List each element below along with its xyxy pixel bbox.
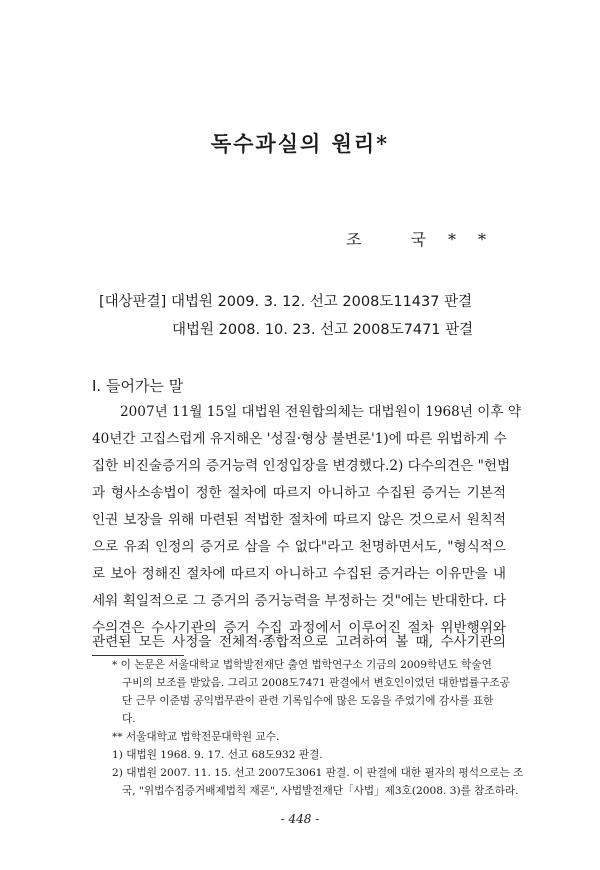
footnote-line: 1) 대법원 1968. 9. 17. 선고 68도932 판결. [112, 749, 323, 761]
body-text-line: 수의견은 수사기관의 증거 수집 과정에서 이루어진 절차 위반행위와 [92, 620, 506, 636]
target-judgment-line-1: [대상판결] 대법원 2009. 3. 12. 선고 2008도11437 판결 [99, 294, 473, 310]
footnote-line: 2) 대법원 2007. 11. 15. 선고 2007도3061 판결. 이 판결에 대한 필자의 평석으로는 조 [112, 767, 524, 779]
body-text-line: 인권 보장을 위해 마련된 적법한 절차에 따르지 않은 것으로서 원칙적 [92, 512, 506, 528]
target-judgment-line-2: 대법원 2008. 10. 23. 선고 2008도7471 판결 [172, 322, 474, 338]
body-text-line: 과 형사소송법이 정한 절차에 따르지 아니하고 수집된 증거는 기본적 [92, 485, 506, 501]
footnote-line: * 이 논문은 서울대학교 법학발전재단 출연 법학연구소 기금의 2009학년도 학술연 [112, 659, 492, 671]
body-text-line: 으로 유죄 인정의 증거로 삼을 수 없다"라고 천명하면서도, "형식적으 [92, 539, 506, 555]
body-text-line: 관련된 모든 사정을 전체적·종합적으로 고려하여 볼 때, 수사기관의 [92, 634, 506, 650]
section-heading: Ⅰ. 들어가는 말 [92, 377, 184, 395]
footnote-line: 구비의 보조를 받았음. 그리고 2008도7471 판결에서 변호인이었던 대한법률구조공 [122, 677, 510, 689]
footnote-line: 단 근무 이준범 공익법무관이 관련 기록입수에 많은 도움을 주었기에 감사를 표한 [122, 695, 494, 707]
footnote-line: 국, "위법수집증거배제법칙 재론", 사법발전재단「사법」제3호(2008. 3)를 참조하라. [122, 785, 519, 797]
page-number: - 448 - [280, 812, 320, 826]
body-text-line: 집한 비진술증거의 증거능력 인정입장을 변경했다.2) 다수의견은 "헌법 [92, 458, 511, 474]
body-text-line: 로 보아 정해진 절차에 따르지 아니하고 수집된 증거라는 이유만을 내 [92, 566, 506, 582]
body-text-line: 40년간 고집스럽게 유지해온 '성질·형상 불변론'1)에 따른 위법하게 수 [92, 431, 507, 447]
body-text-line: 2007년 11월 15일 대법원 전원합의체는 대법원이 1968년 이후 약 [120, 404, 521, 420]
author-name: 조 국** [346, 230, 508, 249]
footnote-line: 다. [122, 713, 136, 725]
footnote-line: ** 서울대학교 법학전문대학원 교수. [112, 731, 280, 743]
body-text-line: 세워 획일적으로 그 증거의 증거능력을 부정하는 것"에는 반대한다. 다 [92, 593, 506, 609]
article-title: 독수과실의 원리* [210, 131, 390, 156]
footnote-divider [92, 655, 184, 656]
